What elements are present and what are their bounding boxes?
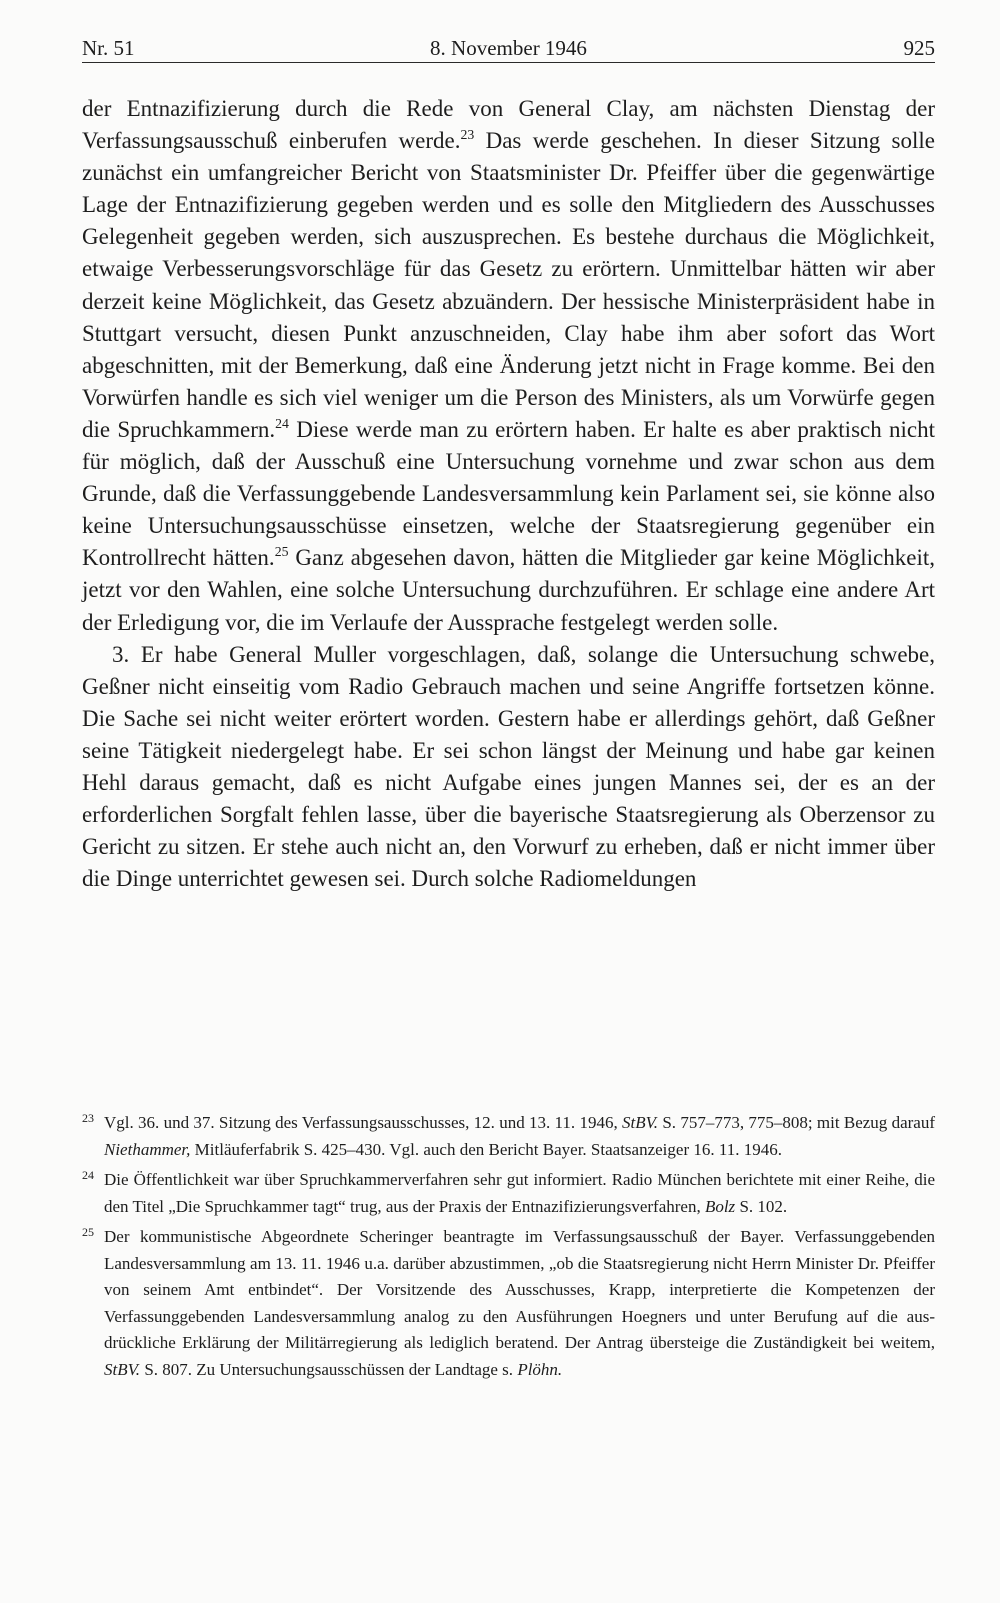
footnote-text: Vgl. 36. und 37. Sitzung des Verfassungsausschusses, 12. und 13. 11. 1946, <box>104 1113 622 1132</box>
footnote-number: 23 <box>82 1111 94 1125</box>
footnote-number: 25 <box>82 1225 94 1239</box>
footnote-italic: StBV. <box>104 1359 141 1379</box>
running-header <box>82 30 935 63</box>
paragraph-1-part-d: Ganz abgesehen davon, hätten die Mitglieder gar keine Möglichkeit, jetzt vor den Wahlen, eine solche Untersuchung durchzuführen. Er schlage eine andere Art der Erledigung vor, die im Verlaufe der Aussprache festgelegt werden solle. <box>82 545 935 635</box>
footnote-italic: Niethammer, <box>104 1139 191 1159</box>
footnote-25 <box>82 1224 935 1383</box>
header-date: 8. November 1946 <box>430 36 587 60</box>
page-number: 925 <box>903 36 935 60</box>
footnote-23 <box>82 1110 935 1163</box>
footnote-ref-25[interactable]: 25 <box>274 544 289 560</box>
footnote-text: Die Öffentlichkeit war über Spruchkammerverfahren sehr gut informiert. Radio München berichtete mit einer Reihe, die den Titel „Die Spruchkammer tagt“ trug, aus der Praxis der Entnazifizierungsverfahren, <box>104 1170 935 1216</box>
footnote-number: 24 <box>82 1168 94 1182</box>
footnote-text: Mitläuferfabrik S. 425–430. Vgl. auch den Bericht Bayer. Staatsanzeiger 16. 11. 1946. <box>190 1139 782 1159</box>
paragraph-1-part-b: Das werde geschehen. In dieser Sitzung solle zunächst ein umfangreicher Bericht von Staatsminister Dr. Pfeiffer über die gegenwärtige Lage der Entnazifizierung gegeben werden und es solle den Mitgliedern des Ausschusses Gelegenheit gegeben werden, sich auszusprechen. Es bestehe durchaus die Möglichkeit, etwaige Verbesserungsvorschläge für das Gesetz zu erörtern. Unmittelbar hätten wir aber derzeit keine Möglichkeit, das Gesetz abzuändern. Der hessische Ministerpräsident habe in Stuttgart versucht, diesen Punkt anzuschneiden, Clay habe ihm aber sofort das Wort abgeschnitten, mit der Bemerkung, daß eine Änderung jetzt nicht in Frage komme. Bei den Vorwürfen handle es sich viel weniger um die Person des Ministers, als um Vorwürfe gegen die Spruchkammern. <box>82 128 935 442</box>
footnote-italic: StBV. <box>622 1113 659 1132</box>
footnote-text: S. 757–773, 775–808; mit Bezug darauf <box>658 1113 935 1132</box>
footnote-text: S. 807. Zu Untersuchungsausschüssen der Landtage s. <box>140 1359 518 1379</box>
paragraph-2: 3. Er habe General Muller vorgeschlagen, daß, solange die Untersuchung schwebe, Geßner nicht einseitig vom Radio Gebrauch machen und seine Angriffe fortsetzen könne. Die Sache sei nicht weiter erörtert worden. Gestern habe er allerdings gehört, daß Geßner seine Tätigkeit niedergelegt habe. Er sei schon längst der Meinung und habe gar keinen Hehl daraus gemacht, daß es nicht Aufgabe eines jungen Mannes sei, der es an der erforderlichen Sorgfalt fehlen lasse, über die bayerische Staatsregierung als Oberzensor zu Gericht zu sitzen. Er stehe auch nicht an, den Vorwurf zu erheben, daß er nicht immer über die Dinge unterrichtet gewesen sei. Durch solche Radiomeldungen <box>82 641 935 892</box>
paragraph-1-part-a: der Entnazifizierung durch die Rede von General Clay, am nächsten Dienstag der Verfassungsausschuß einberufen werde. <box>82 96 935 154</box>
footnotes <box>82 1110 935 1387</box>
footnote-italic: Bolz <box>704 1196 736 1216</box>
footnote-ref-23[interactable]: 23 <box>460 127 475 143</box>
footnote-italic: Plöhn. <box>517 1359 563 1379</box>
paragraph-1 <box>82 93 935 639</box>
footnote-text: Der kommunistische Abgeordnete Scheringer beantragte im Verfassungsausschuß der Bayer. Verfassunggebenden Landesversammlung am 13. 11. 1946 u.a. darüber abzustimmen, „ob die Staatsregierung nicht Herrn Minister Dr. Pfeiffer von seinem Amt entbindet“. Der Vorsitzende des Ausschusses, Krapp, interpretierte die Kompetenzen der Verfassunggebenden Landesversammlung analog zu den Ausführungen Hoegners und unter Berufung auf die ausdrückliche Erklärung der Militärregierung als lediglich beratend. Der Antrag übersteige die Zuständigkeit bei weitem, <box>104 1227 935 1352</box>
footnote-24 <box>82 1167 935 1220</box>
footnote-text: S. 102. <box>735 1196 788 1216</box>
issue-number: Nr. 51 <box>82 36 135 60</box>
paragraph-1-part-c: Diese werde man zu erörtern haben. Er halte es aber praktisch nicht für möglich, daß der Ausschuß eine Untersuchung vornehme und zwar schon aus dem Grunde, daß die Verfassunggebende Landesversammlung kein Parlament sei, sie könne also keine Untersuchungsausschüsse einsetzen, welche der Staatsregierung gegenüber ein Kontrollrecht hätten. <box>82 416 935 571</box>
footnote-ref-24[interactable]: 24 <box>275 415 289 431</box>
main-text <box>82 93 935 895</box>
